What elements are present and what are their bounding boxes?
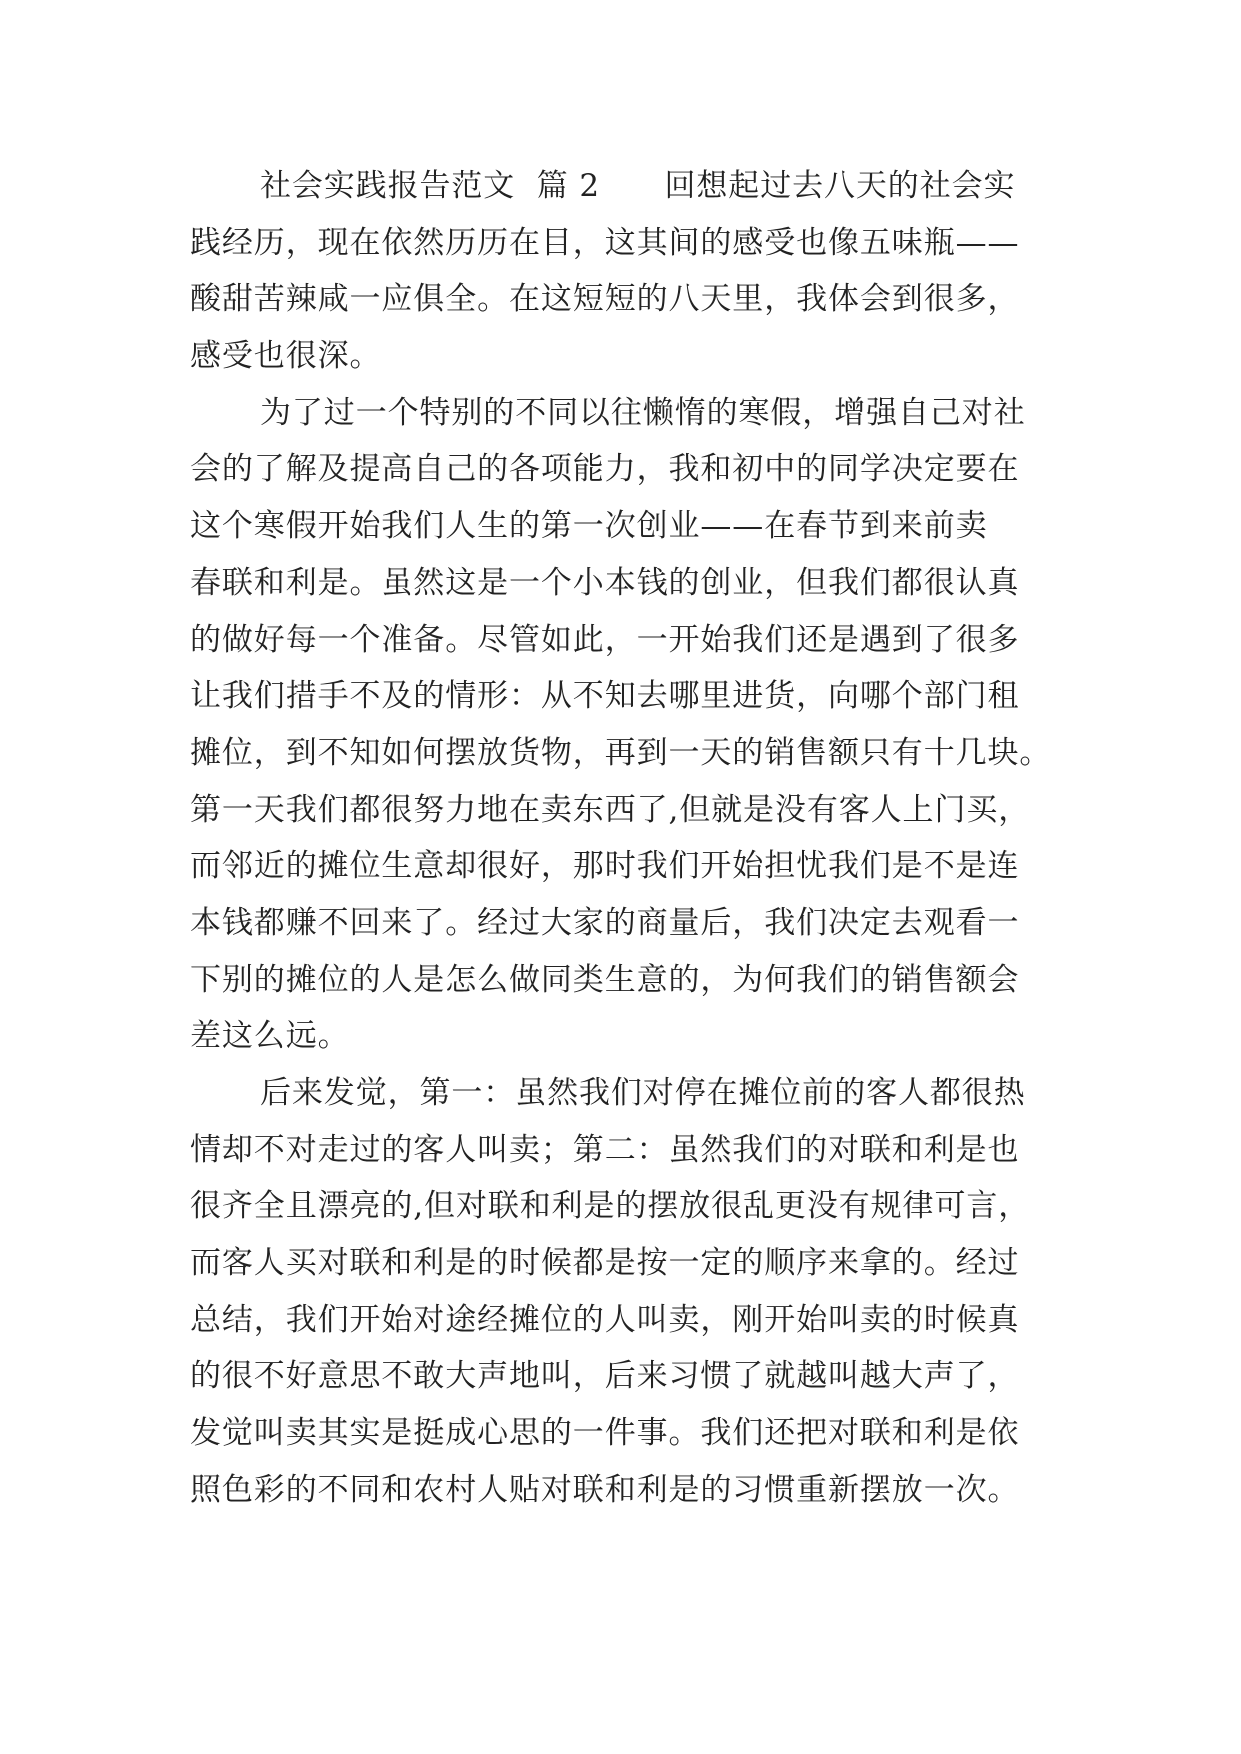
text-line: 感受也很深。 — [190, 338, 382, 375]
document-body — [190, 158, 1070, 1519]
text-line: 很齐全且漂亮的,但对联和利是的摆放很乱更没有规律可言， — [190, 1188, 1031, 1225]
text-line: 践经历，现在依然历历在目，这其间的感受也像五味瓶—— — [190, 224, 1020, 261]
text-line: 照色彩的不同和农村人贴对联和利是的习惯重新摆放一次。 — [190, 1471, 1020, 1508]
text-line: 让我们措手不及的情形：从不知去哪里进货，向哪个部门租 — [190, 678, 1020, 715]
text-line: 春联和利是。虽然这是一个小本钱的创业，但我们都很认真 — [190, 564, 1020, 601]
text-line: 而邻近的摊位生意却很好，那时我们开始担忧我们是不是连 — [190, 848, 1020, 885]
text-line: 发觉叫卖其实是挺成心思的一件事。我们还把对联和利是依 — [190, 1415, 1020, 1452]
text-line: 为了过一个特别的不同以往懒惰的寒假，增强自己对社 — [260, 394, 1026, 431]
text-line: 后来发觉，第一：虽然我们对停在摊位前的客人都很热 — [260, 1075, 1026, 1111]
text-line: 本钱都赚不回来了。经过大家的商量后，我们决定去观看一 — [190, 904, 1020, 941]
text-line: 会的了解及提高自己的各项能力，我和初中的同学决定要在 — [190, 451, 1020, 488]
paragraph-2 — [190, 385, 1070, 1065]
text-line: 而客人买对联和利是的时候都是按一定的顺序来拿的。经过 — [190, 1245, 1020, 1282]
text-line: 酸甜苦辣咸一应俱全。在这短短的八天里，我体会到很多， — [190, 281, 1020, 318]
paragraph-1 — [190, 158, 1070, 385]
text-line: 的做好每一个准备。尽管如此，一开始我们还是遇到了很多 — [190, 621, 1020, 658]
text-line: 这个寒假开始我们人生的第一次创业——在春节到来前卖 — [190, 508, 988, 545]
paragraph-3 — [190, 1065, 1070, 1519]
text-line: 情却不对走过的客人叫卖；第二：虽然我们的对联和利是也 — [190, 1131, 1020, 1168]
text-line: 社会实践报告范文 篇 2 回想起过去八天的社会实 — [260, 168, 1016, 204]
text-line: 差这么远。 — [190, 1018, 350, 1055]
text-line: 的很不好意思不敢大声地叫，后来习惯了就越叫越大声了， — [190, 1358, 1020, 1395]
text-line: 总结，我们开始对途经摊位的人叫卖，刚开始叫卖的时候真 — [190, 1301, 1020, 1338]
text-line: 摊位，到不知如何摆放货物，再到一天的销售额只有十几块。 — [190, 734, 1052, 771]
text-line: 第一天我们都很努力地在卖东西了,但就是没有客人上门买， — [190, 791, 1031, 828]
text-line: 下别的摊位的人是怎么做同类生意的，为何我们的销售额会 — [190, 961, 1020, 998]
